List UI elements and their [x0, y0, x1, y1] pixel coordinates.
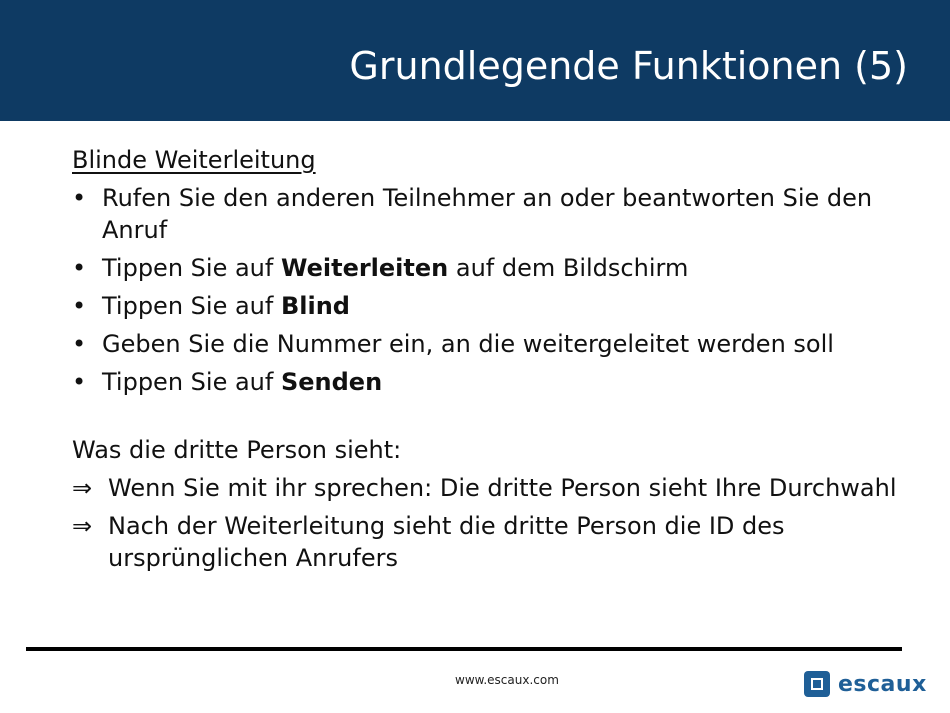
instruction-keyword: Blind	[280, 292, 350, 320]
bullet-icon: •	[72, 254, 87, 282]
slide-content	[72, 144, 902, 580]
instruction-keyword: Weiterleiten	[280, 254, 449, 282]
instruction-item: • Geben Sie die Nummer ein, an die weitergeleitet werden soll	[72, 330, 834, 358]
logo-square-icon	[804, 671, 830, 697]
escaux-logo	[804, 670, 927, 698]
instruction-item: • Tippen Sie auf Senden	[72, 368, 383, 396]
section-heading: Blinde Weiterleitung	[72, 146, 316, 174]
bullet-icon: •	[72, 292, 87, 320]
instruction-item: • Rufen Sie den anderen Teilnehmer an oder beantworten Sie den Anruf	[72, 184, 873, 244]
header-bar	[0, 0, 950, 121]
instruction-keyword: Senden	[280, 368, 383, 396]
slide-title: Grundlegende Funktionen (5)	[349, 44, 908, 88]
logo-text: escaux	[838, 671, 927, 697]
implies-arrow-icon: ⇒	[72, 512, 93, 540]
bullet-icon: •	[72, 330, 87, 358]
instruction-item: • Tippen Sie auf Weiterleiten auf dem Bildschirm	[72, 254, 689, 282]
implies-arrow-icon: ⇒	[72, 474, 93, 502]
footer-divider	[26, 647, 902, 651]
result-intro: Was die dritte Person sieht:	[72, 436, 402, 464]
result-item: ⇒ Wenn Sie mit ihr sprechen: Die dritte Person sieht Ihre Durchwahl	[72, 474, 897, 502]
instruction-item: • Tippen Sie auf Blind	[72, 292, 350, 320]
bullet-icon: •	[72, 368, 87, 396]
result-item: ⇒ Nach der Weiterleitung sieht die dritte Person die ID des ursprünglichen Anrufers	[72, 512, 785, 572]
instruction-list	[72, 182, 902, 398]
footer-url: www.escaux.com	[455, 673, 559, 687]
bullet-icon: •	[72, 184, 87, 212]
